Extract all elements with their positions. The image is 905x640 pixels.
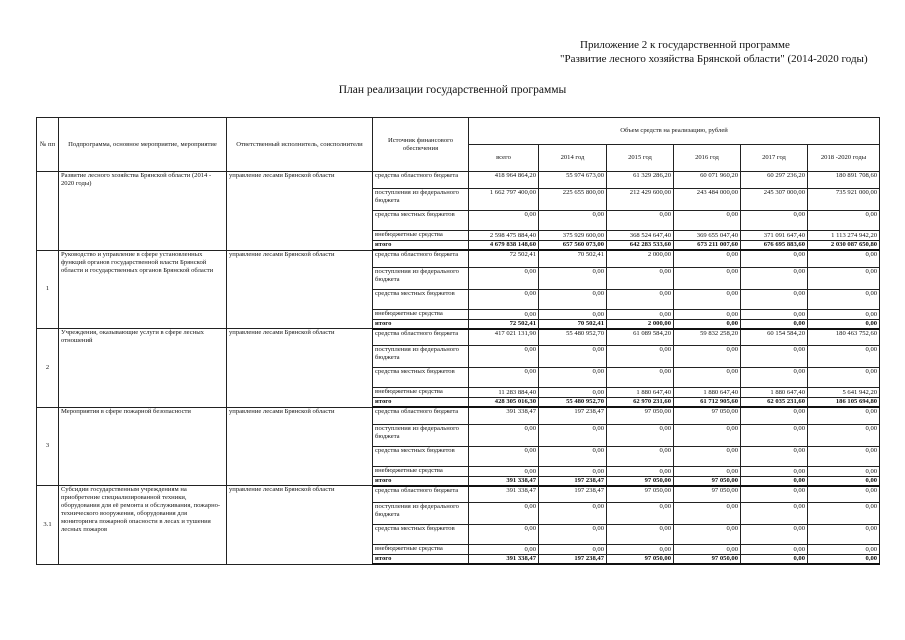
amount-cell: 1 880 647,40 <box>741 388 808 398</box>
amount-cell: 55 480 952,70 <box>539 329 607 346</box>
amount-cell: 0,00 <box>539 388 607 398</box>
amount-cell: 418 964 864,20 <box>469 172 539 189</box>
table-row <box>37 250 880 267</box>
amount-cell: 243 484 000,00 <box>674 189 741 211</box>
amount-cell: 0,00 <box>607 446 674 466</box>
amount-cell: 0,00 <box>741 555 808 565</box>
amount-cell: 60 297 236,20 <box>741 172 808 189</box>
funding-source: итого <box>373 476 469 486</box>
amount-cell: 676 695 883,60 <box>741 241 808 251</box>
amount-cell: 0,00 <box>607 503 674 525</box>
funding-source: средства областного бюджета <box>373 250 469 267</box>
executor-name: управление лесами Брянской области <box>227 172 373 251</box>
table-row <box>37 172 880 189</box>
amount-cell: 0,00 <box>808 309 880 319</box>
funding-source: итого <box>373 241 469 251</box>
amount-cell: 371 091 647,40 <box>741 231 808 241</box>
amount-cell: 0,00 <box>674 250 741 267</box>
amount-cell: 0,00 <box>808 211 880 231</box>
amount-cell: 0,00 <box>808 346 880 368</box>
amount-cell: 0,00 <box>539 424 607 446</box>
funding-source: поступления из федерального бюджета <box>373 346 469 368</box>
page-title: План реализации государственной программы <box>338 84 567 96</box>
executor-name: управление лесами Брянской области <box>227 486 373 565</box>
amount-cell: 0,00 <box>808 503 880 525</box>
executor-name: управление лесами Брянской области <box>227 329 373 408</box>
amount-cell: 0,00 <box>607 309 674 319</box>
amount-cell: 0,00 <box>674 545 741 555</box>
amount-cell: 735 921 000,00 <box>808 189 880 211</box>
amount-cell: 70 502,41 <box>539 319 607 329</box>
amount-cell: 0,00 <box>469 211 539 231</box>
col-header-2018: 2018 -2020 годы <box>808 145 880 172</box>
amount-cell: 0,00 <box>808 486 880 503</box>
amount-cell: 245 307 000,00 <box>741 189 808 211</box>
amount-cell: 0,00 <box>741 486 808 503</box>
amount-cell: 61 329 286,20 <box>607 172 674 189</box>
amount-cell: 2 000,00 <box>607 250 674 267</box>
amount-cell: 0,00 <box>469 466 539 476</box>
row-number: 3.1 <box>37 486 59 565</box>
amount-cell: 391 338,47 <box>469 555 539 565</box>
amount-cell: 0,00 <box>808 407 880 424</box>
amount-cell: 417 021 131,90 <box>469 329 539 346</box>
col-header-volume: Объем средств на реализацию, рублей <box>469 118 880 145</box>
amount-cell: 0,00 <box>469 309 539 319</box>
funding-source: внебюджетные средства <box>373 388 469 398</box>
amount-cell: 55 480 952,70 <box>539 398 607 408</box>
col-header-2014: 2014 год <box>539 145 607 172</box>
amount-cell: 0,00 <box>539 267 607 289</box>
amount-cell: 0,00 <box>741 424 808 446</box>
amount-cell: 62 970 231,60 <box>607 398 674 408</box>
amount-cell: 642 283 533,60 <box>607 241 674 251</box>
funding-source: средства местных бюджетов <box>373 446 469 466</box>
funding-source: средства местных бюджетов <box>373 368 469 388</box>
table-body <box>37 172 880 565</box>
amount-cell: 428 305 016,30 <box>469 398 539 408</box>
col-header-program: Подпрограмма, основное мероприятие, мероприятие <box>59 118 227 172</box>
amount-cell: 0,00 <box>808 476 880 486</box>
amount-cell: 186 105 694,80 <box>808 398 880 408</box>
amount-cell: 97 050,00 <box>674 407 741 424</box>
funding-source: средства местных бюджетов <box>373 211 469 231</box>
funding-source: средства областного бюджета <box>373 486 469 503</box>
amount-cell: 0,00 <box>808 545 880 555</box>
amount-cell: 97 050,00 <box>607 555 674 565</box>
amount-cell: 0,00 <box>808 368 880 388</box>
amount-cell: 0,00 <box>607 368 674 388</box>
row-number <box>37 172 59 251</box>
amount-cell: 0,00 <box>674 267 741 289</box>
plan-table <box>36 117 880 565</box>
col-header-executor: Ответственный исполнитель, соисполнители <box>227 118 373 172</box>
amount-cell: 0,00 <box>539 446 607 466</box>
amount-cell: 0,00 <box>808 446 880 466</box>
amount-cell: 0,00 <box>607 466 674 476</box>
col-header-total: всего <box>469 145 539 172</box>
amount-cell: 0,00 <box>741 267 808 289</box>
amount-cell: 55 974 673,00 <box>539 172 607 189</box>
amount-cell: 0,00 <box>674 446 741 466</box>
amount-cell: 0,00 <box>674 346 741 368</box>
col-header-2017: 2017 год <box>741 145 808 172</box>
amount-cell: 180 463 752,60 <box>808 329 880 346</box>
executor-name: управление лесами Брянской области <box>227 407 373 486</box>
amount-cell: 0,00 <box>808 289 880 309</box>
amount-cell: 59 832 258,20 <box>674 329 741 346</box>
funding-source: поступления из федерального бюджета <box>373 267 469 289</box>
amount-cell: 61 089 584,20 <box>607 329 674 346</box>
amount-cell: 60 154 584,20 <box>741 329 808 346</box>
amount-cell: 2 000,00 <box>607 319 674 329</box>
program-name: Учреждения, оказывающие услуги в сфере лесных отношений <box>59 329 227 408</box>
amount-cell: 0,00 <box>469 545 539 555</box>
amount-cell: 391 338,47 <box>469 407 539 424</box>
row-number: 1 <box>37 250 59 329</box>
amount-cell: 0,00 <box>469 446 539 466</box>
amount-cell: 0,00 <box>808 250 880 267</box>
amount-cell: 97 050,00 <box>607 486 674 503</box>
amount-cell: 97 050,00 <box>607 407 674 424</box>
amount-cell: 0,00 <box>607 424 674 446</box>
program-name: Мероприятия в сфере пожарной безопасности <box>59 407 227 486</box>
amount-cell: 212 429 600,00 <box>607 189 674 211</box>
amount-cell: 72 502,41 <box>469 250 539 267</box>
amount-cell: 0,00 <box>469 267 539 289</box>
amount-cell: 1 880 647,40 <box>607 388 674 398</box>
amount-cell: 1 880 647,40 <box>674 388 741 398</box>
amount-cell: 0,00 <box>741 368 808 388</box>
program-name: Руководство и управление в сфере установленных функций органов государственной власти Брянской области и государственных органов Брянской области <box>59 250 227 329</box>
amount-cell: 62 035 231,60 <box>741 398 808 408</box>
amount-cell: 368 524 647,40 <box>607 231 674 241</box>
amount-cell: 225 655 800,00 <box>539 189 607 211</box>
amount-cell: 97 050,00 <box>674 476 741 486</box>
amount-cell: 97 050,00 <box>674 555 741 565</box>
executor-name: управление лесами Брянской области <box>227 250 373 329</box>
funding-source: средства областного бюджета <box>373 329 469 346</box>
col-header-2015: 2015 год <box>607 145 674 172</box>
funding-source: итого <box>373 319 469 329</box>
amount-cell: 0,00 <box>741 346 808 368</box>
amount-cell: 5 641 942,20 <box>808 388 880 398</box>
amount-cell: 0,00 <box>469 503 539 525</box>
amount-cell: 0,00 <box>808 319 880 329</box>
amount-cell: 61 712 905,60 <box>674 398 741 408</box>
appendix-line-2: "Развитие лесного хозяйства Брянской области" (2014-2020 годы) <box>560 53 868 65</box>
amount-cell: 0,00 <box>808 424 880 446</box>
amount-cell: 0,00 <box>674 466 741 476</box>
appendix-header <box>560 38 880 66</box>
amount-cell: 4 679 838 148,60 <box>469 241 539 251</box>
amount-cell: 0,00 <box>808 267 880 289</box>
amount-cell: 0,00 <box>674 525 741 545</box>
amount-cell: 0,00 <box>674 503 741 525</box>
amount-cell: 97 050,00 <box>674 486 741 503</box>
funding-source: внебюджетные средства <box>373 231 469 241</box>
funding-source: средства областного бюджета <box>373 407 469 424</box>
amount-cell: 197 238,47 <box>539 486 607 503</box>
amount-cell: 0,00 <box>674 424 741 446</box>
amount-cell: 0,00 <box>539 545 607 555</box>
amount-cell: 2 598 475 884,40 <box>469 231 539 241</box>
funding-source: внебюджетные средства <box>373 309 469 319</box>
amount-cell: 0,00 <box>741 211 808 231</box>
amount-cell: 197 238,47 <box>539 555 607 565</box>
table-row <box>37 407 880 424</box>
amount-cell: 391 338,47 <box>469 476 539 486</box>
amount-cell: 0,00 <box>469 525 539 545</box>
funding-source: внебюджетные средства <box>373 466 469 476</box>
amount-cell: 0,00 <box>741 466 808 476</box>
funding-source: поступления из федерального бюджета <box>373 189 469 211</box>
amount-cell: 0,00 <box>607 267 674 289</box>
amount-cell: 0,00 <box>674 319 741 329</box>
amount-cell: 0,00 <box>539 525 607 545</box>
amount-cell: 0,00 <box>741 476 808 486</box>
col-header-no: № пп <box>37 118 59 172</box>
amount-cell: 197 238,47 <box>539 407 607 424</box>
amount-cell: 0,00 <box>741 525 808 545</box>
row-number: 3 <box>37 407 59 486</box>
amount-cell: 0,00 <box>469 424 539 446</box>
table-row <box>37 486 880 503</box>
amount-cell: 0,00 <box>741 309 808 319</box>
amount-cell: 0,00 <box>808 555 880 565</box>
col-header-2016: 2016 год <box>674 145 741 172</box>
amount-cell: 0,00 <box>607 346 674 368</box>
amount-cell: 0,00 <box>741 503 808 525</box>
amount-cell: 0,00 <box>741 319 808 329</box>
amount-cell: 1 662 797 400,00 <box>469 189 539 211</box>
amount-cell: 0,00 <box>469 289 539 309</box>
amount-cell: 197 238,47 <box>539 476 607 486</box>
amount-cell: 673 211 007,60 <box>674 241 741 251</box>
funding-source: поступления из федерального бюджета <box>373 503 469 525</box>
amount-cell: 391 338,47 <box>469 486 539 503</box>
amount-cell: 11 283 884,40 <box>469 388 539 398</box>
amount-cell: 72 502,41 <box>469 319 539 329</box>
row-number: 2 <box>37 329 59 408</box>
amount-cell: 0,00 <box>808 466 880 476</box>
amount-cell: 0,00 <box>741 446 808 466</box>
amount-cell: 0,00 <box>808 525 880 545</box>
amount-cell: 0,00 <box>539 289 607 309</box>
amount-cell: 0,00 <box>469 346 539 368</box>
amount-cell: 0,00 <box>607 525 674 545</box>
amount-cell: 0,00 <box>539 346 607 368</box>
funding-source: итого <box>373 398 469 408</box>
amount-cell: 0,00 <box>674 368 741 388</box>
amount-cell: 0,00 <box>539 503 607 525</box>
amount-cell: 375 929 600,00 <box>539 231 607 241</box>
amount-cell: 0,00 <box>741 545 808 555</box>
amount-cell: 0,00 <box>539 211 607 231</box>
funding-source: итого <box>373 555 469 565</box>
funding-source: средства местных бюджетов <box>373 525 469 545</box>
amount-cell: 0,00 <box>741 407 808 424</box>
amount-cell: 0,00 <box>674 289 741 309</box>
funding-source: внебюджетные средства <box>373 545 469 555</box>
amount-cell: 0,00 <box>674 211 741 231</box>
amount-cell: 60 071 960,20 <box>674 172 741 189</box>
funding-source: поступления из федерального бюджета <box>373 424 469 446</box>
amount-cell: 0,00 <box>741 250 808 267</box>
appendix-line-1: Приложение 2 к государственной программе <box>580 39 790 51</box>
amount-cell: 0,00 <box>539 368 607 388</box>
program-name: Субсидии государственным учреждениям на приобретение специализированной техники, оборудования для её ремонта и обслуживания, пожарно-технического вооружения, оборудования для мониторинга пожарной опасности в лесах и тушения лесных пожаров <box>59 486 227 565</box>
funding-source: средства областного бюджета <box>373 172 469 189</box>
amount-cell: 0,00 <box>469 368 539 388</box>
table-row <box>37 329 880 346</box>
amount-cell: 657 560 073,00 <box>539 241 607 251</box>
amount-cell: 0,00 <box>539 466 607 476</box>
program-name: Развитие лесного хозяйства Брянской области (2014 - 2020 годы) <box>59 172 227 251</box>
amount-cell: 180 891 708,60 <box>808 172 880 189</box>
col-header-sources: Источник финансового обеспечения <box>373 118 469 172</box>
amount-cell: 1 113 274 942,20 <box>808 231 880 241</box>
amount-cell: 0,00 <box>607 289 674 309</box>
amount-cell: 70 502,41 <box>539 250 607 267</box>
amount-cell: 97 050,00 <box>607 476 674 486</box>
amount-cell: 0,00 <box>674 309 741 319</box>
amount-cell: 0,00 <box>607 545 674 555</box>
amount-cell: 0,00 <box>607 211 674 231</box>
amount-cell: 0,00 <box>741 289 808 309</box>
funding-source: средства местных бюджетов <box>373 289 469 309</box>
amount-cell: 2 030 087 650,80 <box>808 241 880 251</box>
amount-cell: 369 655 047,40 <box>674 231 741 241</box>
amount-cell: 0,00 <box>539 309 607 319</box>
